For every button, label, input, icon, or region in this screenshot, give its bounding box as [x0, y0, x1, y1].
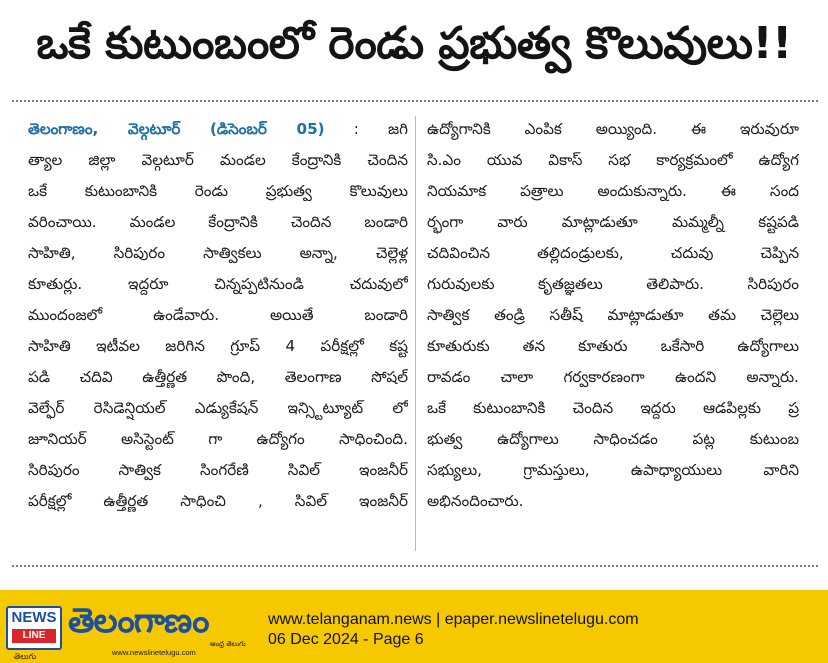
logo-line-text: LINE	[12, 629, 56, 643]
newsline-logo[interactable]	[6, 606, 62, 650]
headline: ఒకే కుటుంబంలో రెండు ప్రభుత్వ కొలువులు!!	[36, 18, 792, 69]
brand-tagline: ఆంధ్ర తెలుగు	[210, 640, 246, 648]
article-line: సిరిపురం సాత్విక సింగరేణి సివిల్ ఇంజనీర్	[28, 461, 408, 479]
article-line: భుత్వ ఉద్యోగాలు సాధించడం పట్ల కుటుంబ	[427, 430, 799, 448]
article-line: సాహితి, సిరిపురం సాత్వికలు అన్నా, చెల్లెళ్ల	[28, 244, 408, 262]
logo-subtitle: తెలుగు	[14, 652, 37, 661]
article-line: నియమాక పత్రాలు అందుకున్నారు. ఈ సంద	[427, 182, 799, 200]
article-line: ఉద్యోగానికి ఎంపిక అయ్యింది. ఈ ఇరువురూ	[427, 120, 799, 138]
logo-news-text: NEWS	[11, 609, 57, 626]
article-line: ఒకే కుటుంబానికి రెండు ప్రభుత్వ కొలువులు	[28, 182, 408, 200]
article-line: సాత్విక తండ్రి సతీష్ మాట్లాడుతూ తమ చెల్లెలు	[427, 306, 799, 324]
article-line: ముందంజలో ఉండేవారు. అయితే బండారి	[28, 306, 408, 324]
article-line: ర్భంగా వారు మాట్లాడుతూ మమ్మల్నీ కష్టపడి	[427, 213, 799, 231]
article-line: చదివించిన తల్లిదండ్రులకు, చదువు చెప్పిన	[427, 244, 799, 262]
article-line-text: : జగి	[324, 120, 408, 138]
top-divider	[12, 100, 818, 102]
article-line: కూతుర్లు. ఇద్దరూ చిన్నప్పటినుండి చదువులో	[28, 275, 408, 293]
article-line: గురువులకు కృతజ్ఞతలు తెలిపారు. సిరిపురం	[427, 275, 799, 293]
article-line: సభ్యులు, గ్రామస్తులు, ఉపాధ్యాయులు వారిని	[427, 461, 799, 479]
article-line: అభినందించారు.	[427, 492, 524, 510]
bottom-divider	[12, 565, 818, 567]
article-line: వరించాయి. మండల కేంద్రానికి చెందిన బండారి	[28, 213, 408, 231]
article-line: త్యాల జిల్లా వెల్గటూర్ మండల కేంద్రానికి చెందిన	[28, 151, 408, 169]
article-line: రావడం చాలా గర్వకారణంగా ఉందని అన్నారు.	[427, 368, 799, 386]
footer-info	[268, 610, 639, 650]
article-column-right	[427, 114, 799, 517]
article-line: పడి చదివి ఉత్తీర్ణత పొంది, తెలంగాణ సోషల్	[28, 368, 408, 386]
footer-date-page: 06 Dec 2024 - Page 6	[268, 631, 424, 648]
article-line	[28, 114, 408, 145]
article-line: సి.ఎం యువ వికాస్ సభ కార్యక్రమంలో ఉద్యోగ	[427, 151, 799, 169]
column-divider	[415, 116, 416, 551]
article-line: జూనియర్ అసిస్టెంట్ గా ఉద్యోగం సాధించింది.	[28, 430, 408, 448]
brand-name: తెలంగాణం	[68, 601, 209, 641]
dateline: తెలంగాణం, వెల్గటూర్ (డిసెంబర్ 05)	[28, 120, 325, 138]
article-line: వెల్ఫేర్ రెసిడెన్షియల్ ఎడ్యుకేషన్ ఇన్స్టిట్యూట్ లో	[28, 399, 408, 417]
article-column-left	[28, 114, 408, 517]
article-line: ఒకే కుటుంబానికి చెందిన ఇద్దరు ఆడపిల్లకు ప్ర	[427, 399, 799, 417]
article-line: కూతురుకు తన కూతురు ఒకేసారి ఉద్యోగాలు	[427, 337, 799, 355]
article-line: పరీక్షల్లో ఉత్తీర్ణత సాధించి , సివిల్ ఇంజనీర్	[28, 492, 408, 510]
brand-website[interactable]: www.newslinetelugu.com	[112, 648, 196, 657]
footer-banner	[0, 590, 828, 663]
article-line: సాహితి ఇటీవల జరిగిన గ్రూప్ 4 పరీక్షల్లో కష్ట	[28, 337, 408, 355]
footer-links[interactable]: www.telanganam.news | epaper.newslinetelugu.com	[268, 611, 639, 628]
